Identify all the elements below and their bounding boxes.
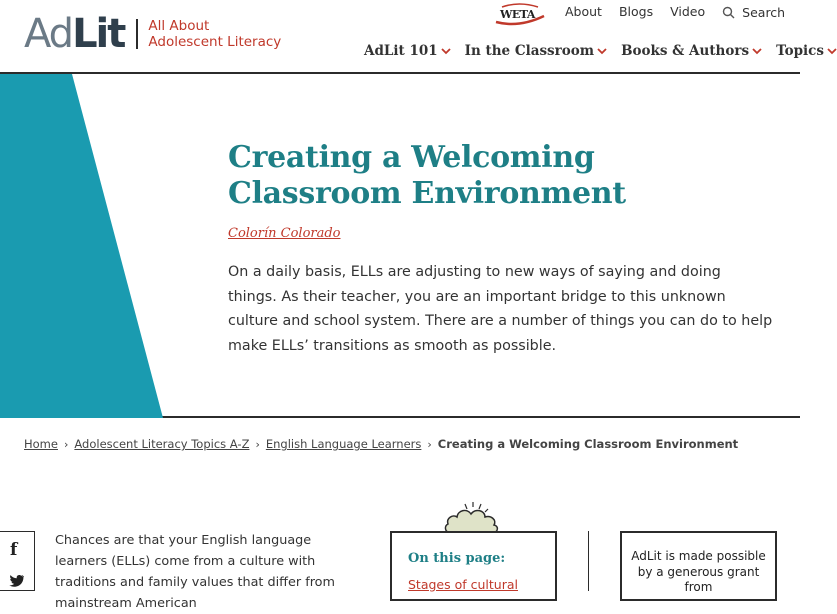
twitter-icon[interactable] — [9, 574, 25, 588]
nav-topics[interactable] — [776, 43, 837, 59]
breadcrumb-separator: › — [63, 437, 69, 451]
breadcrumb-separator: › — [255, 437, 260, 451]
logo-text-lit: Lit — [72, 11, 125, 57]
chevron-down-icon — [597, 48, 607, 55]
utility-nav — [565, 5, 785, 20]
breadcrumb-ell[interactable]: English Language Learners — [265, 437, 422, 451]
toc-link[interactable]: Stages of cultural — [408, 577, 518, 592]
site-logo[interactable] — [24, 11, 282, 57]
share-bar — [0, 531, 35, 591]
tagline-line-1: All About — [148, 18, 210, 34]
search-button[interactable] — [722, 5, 785, 20]
breadcrumb-separator: › — [427, 437, 432, 451]
search-label: Search — [742, 5, 786, 20]
hero-accent-shape — [0, 74, 170, 418]
chevron-down-icon — [827, 48, 837, 55]
nav-label: Books & Authors — [621, 43, 750, 59]
cloud-icon — [443, 500, 503, 534]
facebook-icon[interactable]: f — [10, 540, 18, 560]
nav-label: Topics — [776, 43, 824, 59]
logo-text-ad: Ad — [24, 11, 73, 57]
source-link[interactable]: Colorín Colorado — [228, 226, 341, 241]
weta-logo[interactable] — [492, 2, 546, 26]
toc-title: On this page: — [408, 551, 506, 566]
site-header — [0, 0, 824, 74]
chevron-down-icon — [441, 48, 451, 55]
nav-adlit-101[interactable] — [364, 43, 451, 59]
nav-books-authors[interactable] — [621, 43, 762, 59]
weta-wordmark: WETA — [500, 8, 535, 21]
article-body: Chances are that your English language learners (ELLs) come from a culture with traditions and family values that differ from mainstream American — [55, 533, 335, 611]
tagline-line-2: Adolescent Literacy — [148, 34, 282, 50]
nav-label: AdLit 101 — [364, 43, 438, 59]
breadcrumb-home[interactable]: Home — [24, 437, 58, 451]
hero-section — [0, 74, 800, 418]
nav-in-the-classroom[interactable] — [465, 43, 607, 59]
video-link[interactable]: Video — [670, 4, 706, 19]
breadcrumb — [24, 437, 738, 451]
about-link[interactable]: About — [565, 4, 602, 19]
blogs-link[interactable]: Blogs — [618, 4, 654, 19]
intro-paragraph: On a daily basis, ELLs are adjusting to new ways of saying and doing things. As their teacher, you are an important bridge to this unknown culture and school system. There are a number of things you can do to help make ELLs’ transitions as smooth as possible. — [228, 264, 773, 354]
sponsor-box — [620, 531, 777, 601]
breadcrumb-current: Creating a Welcoming Classroom Environment — [437, 437, 739, 451]
column-divider — [588, 531, 589, 591]
main-nav — [364, 43, 837, 59]
page-title: Creating a Welcoming Classroom Environment — [228, 140, 626, 211]
logo-divider — [136, 19, 138, 49]
nav-label: In the Classroom — [464, 43, 595, 59]
logo-tagline — [148, 18, 281, 50]
sponsor-text: AdLit is made possible by a generous grant from — [631, 549, 766, 594]
search-icon — [722, 6, 735, 19]
chevron-down-icon — [752, 48, 762, 55]
on-this-page-box — [390, 531, 557, 601]
breadcrumb-topics-a-z[interactable]: Adolescent Literacy Topics A-Z — [74, 437, 250, 451]
